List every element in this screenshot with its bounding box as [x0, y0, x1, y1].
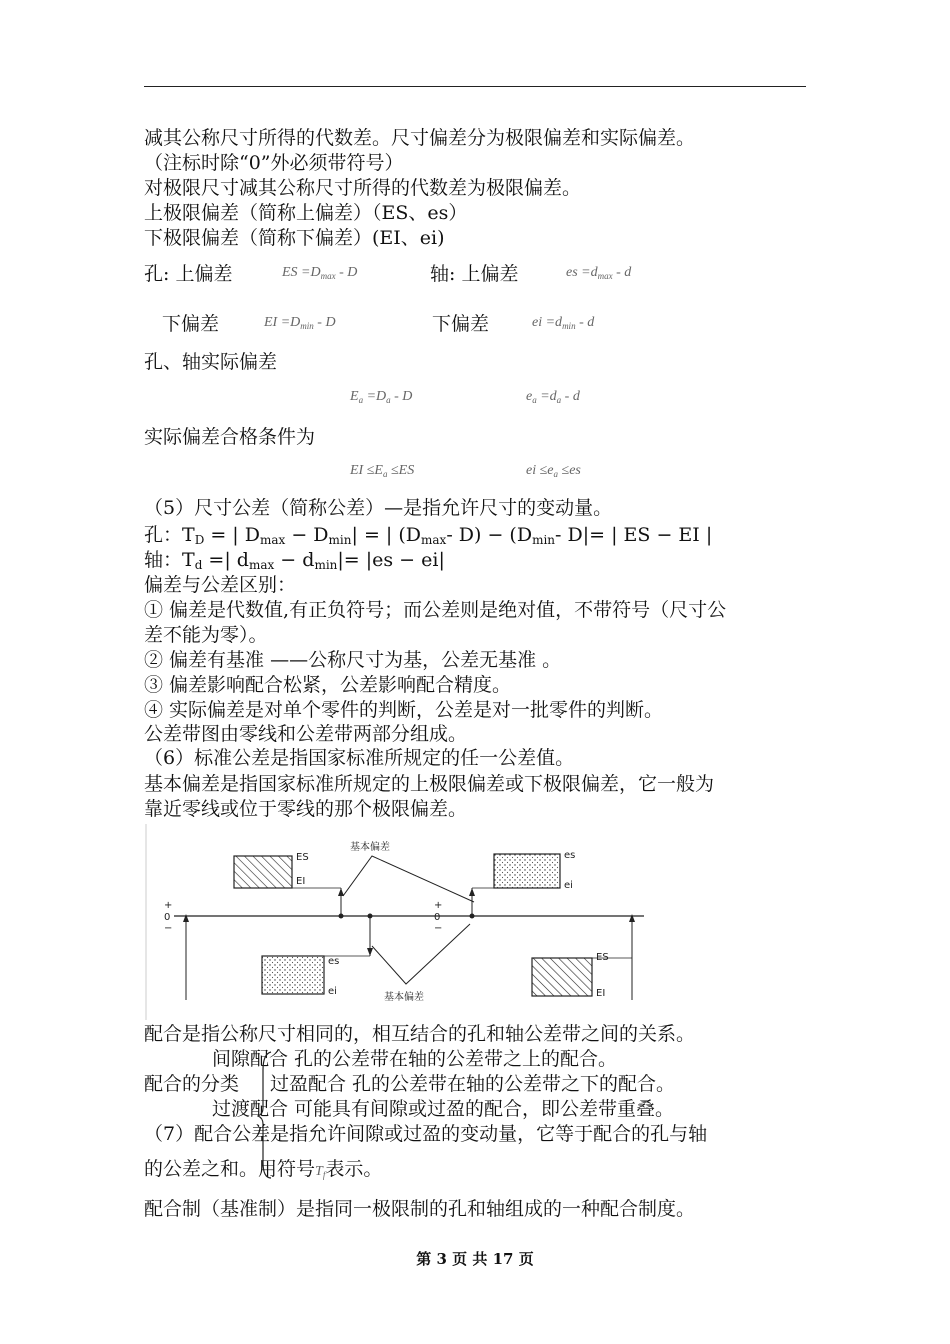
formula-hole-es: ES $=D_{max} - D$: [282, 265, 358, 281]
fit-class-label: 配合的分类: [144, 1073, 240, 1095]
shaft-tolerance-zone-right: [494, 854, 560, 888]
text-line: （注标时除“0”外必须带符号）: [144, 152, 404, 174]
text-line: ① 偏差是代数值,有正负符号；而公差则是绝对值，不带符号（尺寸公: [144, 599, 727, 621]
label-basic-deviation-top: 基本偏差: [350, 842, 390, 853]
hole-tolerance-zone-right: [532, 958, 592, 996]
plus-sign: +: [164, 900, 173, 911]
formula-shaft-es: es $=d_{max} - d$: [566, 265, 632, 281]
zero-mark: 0: [434, 912, 441, 923]
label-ES-right: ES: [596, 952, 609, 963]
shaft-upper-label: 轴: 上偏差: [430, 263, 519, 285]
label-ei: ei: [328, 986, 337, 997]
hole-lower-label: 下偏差: [162, 313, 220, 335]
shaft-tolerance-formula: 轴：$T_d$ =| $d_{max} - d_{min}|= |es - ei|$: [144, 549, 445, 572]
page-footer: 第 3 页 共 17 页: [416, 1250, 534, 1268]
plus-sign: +: [434, 900, 443, 911]
text-line-tf: 的公差之和。用符号$T_f$表示。: [144, 1158, 383, 1180]
text-line: 配合是指公称尺寸相同的，相互结合的孔和轴公差带之间的关系。: [144, 1023, 696, 1045]
formula-shaft-cond: ei $\le e_a \le es$: [526, 463, 581, 479]
header-rule: [144, 86, 806, 87]
text-line: ② 偏差有基准 ——公称尺寸为基，公差无基准 。: [144, 649, 562, 671]
text-line: 基本偏差是指国家标准所规定的上极限偏差或下极限偏差，它一般为: [144, 773, 715, 795]
text-line: （6）标准公差是指国家标准所规定的任一公差值。: [144, 747, 575, 769]
formula-shaft-ea: $e_a =d_a - d$: [526, 389, 580, 405]
text-line: 靠近零线或位于零线的那个极限偏差。: [144, 798, 468, 820]
text-line: 上极限偏差（简称上偏差）（ES、es）: [144, 202, 468, 224]
shaft-tolerance-zone: [262, 956, 324, 994]
text-line: 配合制（基准制）是指同一极限制的孔和轴组成的一种配合制度。: [144, 1198, 696, 1220]
label-EI: EI: [296, 876, 306, 887]
hole-upper-label: 孔: 上偏差: [144, 263, 233, 285]
label-es: es: [328, 956, 340, 967]
tolerance-zone-figure: [144, 824, 654, 1020]
minus-sign: −: [434, 923, 443, 934]
interference-fit: 过盈配合 孔的公差带在轴的公差带之下的配合。: [270, 1073, 676, 1095]
text-line: 偏差与公差区别：: [144, 574, 297, 596]
transition-fit: 过渡配合 可能具有间隙或过盈的配合，即公差带重叠。: [212, 1098, 675, 1120]
text-line: 实际偏差合格条件为: [144, 426, 316, 448]
formula-shaft-ei: ei $=d_{min} - d$: [532, 315, 595, 331]
formula-hole-ei: EI $=D_{min} - D$: [264, 315, 336, 331]
text-line: 下极限偏差（简称下偏差）(EI、ei): [144, 227, 445, 249]
label-ei-right: ei: [564, 880, 573, 891]
text-line: ④ 实际偏差是对单个零件的判断，公差是对一批零件的判断。: [144, 699, 664, 721]
text-line: 公差带图由零线和公差带两部分组成。: [144, 723, 468, 745]
shaft-lower-label: 下偏差: [432, 313, 490, 335]
label-es-right: es: [564, 850, 576, 861]
clearance-fit: 间隙配合 孔的公差带在轴的公差带之上的配合。: [212, 1048, 618, 1070]
text-line: 孔、轴实际偏差: [144, 351, 278, 373]
text-line: （5）尺寸公差（简称公差）—是指允许尺寸的变动量。: [144, 497, 613, 519]
hole-tolerance-zone: [234, 856, 292, 888]
formula-tf: $T_f$: [315, 1164, 326, 1180]
label-ES: ES: [296, 852, 309, 863]
text-line: 减其公称尺寸所得的代数差。尺寸偏差分为极限偏差和实际偏差。: [144, 127, 696, 149]
formula-hole-cond: EI $\le E_a \le ES$: [350, 463, 415, 479]
zero-mark: 0: [164, 912, 171, 923]
hole-tolerance-formula: 孔：$T_D$ = | $D_{max} - D_{min}|$ = | ($D_{max}-$ $D) - (D_{min}-$ D|= | ES − EI |: [144, 524, 713, 547]
label-basic-deviation-bottom: 基本偏差: [384, 992, 424, 1003]
minus-sign: −: [164, 923, 173, 934]
text-line: 对极限尺寸减其公称尺寸所得的代数差为极限偏差。: [144, 177, 582, 199]
formula-hole-ea: $E_a =D_a - D$: [350, 389, 413, 405]
label-EI-right: EI: [596, 988, 606, 999]
text-line: ③ 偏差影响配合松紧，公差影响配合精度。: [144, 674, 512, 696]
text-line: （7）配合公差是指允许间隙或过盈的变动量，它等于配合的孔与轴: [144, 1123, 708, 1145]
text-line: 差不能为零）。: [144, 624, 268, 646]
